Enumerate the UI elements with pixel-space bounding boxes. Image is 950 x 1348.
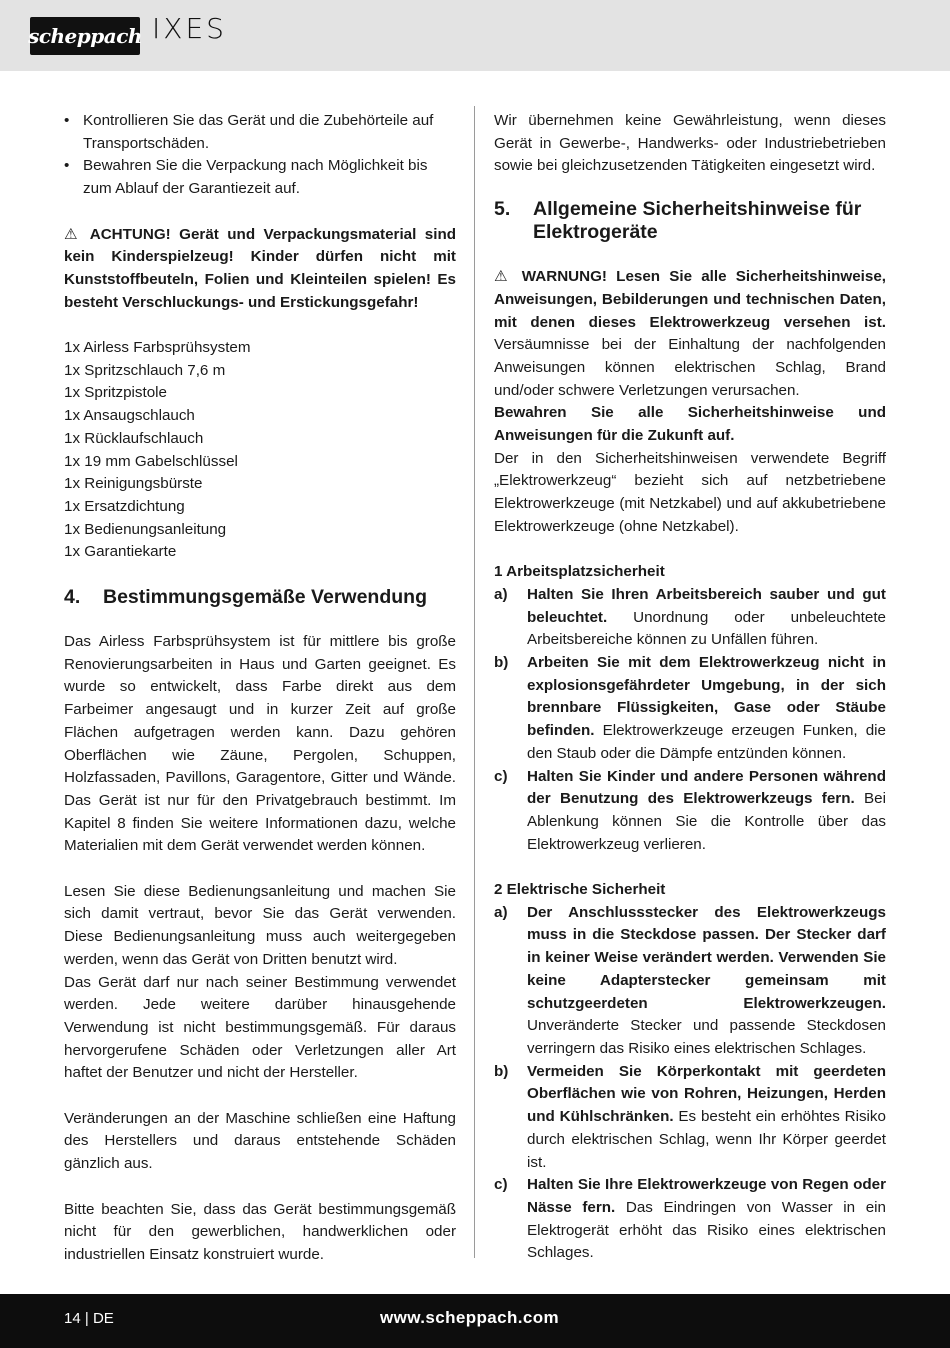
list-item: 1x Reinigungsbürste xyxy=(64,475,203,493)
list-item: c) Halten Sie Ihre Elektrowerkzeuge von Regen oder Nässe fern. Das Eindringen von Wasser in ein Elektrogerät erhöht das Risiko eines elektrischen Schlages. xyxy=(494,1176,886,1262)
section-4-heading: 4. Bestimmungsgemäße Verwendung xyxy=(64,586,427,609)
contents-list xyxy=(64,337,456,564)
list-item: a) Halten Sie Ihren Arbeitsbereich sauber und gut beleuchtet. Unordnung oder unbeleuchtete Arbeitsbereiche können zu Unfällen führen. xyxy=(494,585,886,649)
list-item: 1x Spritzpistole xyxy=(64,384,167,402)
list-item: 1x 19 mm Gabelschlüssel xyxy=(64,452,238,470)
paragraph: Bitte beachten Sie, dass das Gerät bestimmungsgemäß nicht für den gewerblichen, handwerklichen oder industriellen Einsatz konstruiert wurde. xyxy=(64,1200,456,1263)
warning-icon: ⚠ xyxy=(64,225,82,243)
list-item: 1x Garantiekarte xyxy=(64,543,177,561)
list-item: c) Halten Sie Kinder und andere Personen während der Benutzung des Elektrowerkzeugs fern. Bei Ablenkung können Sie die Kontrolle über das Elektrowerkzeug verlieren. xyxy=(494,767,886,853)
warning-paragraph: ⚠ WARNUNG! Lesen Sie alle Sicherheitshinweise, Anweisungen, Bebilderungen und technischen Daten, mit denen dieses Elektrowerkzeug versehen ist. Versäumnisse bei der Einhaltung der nachfolgenden Anweisungen können elektrischen Schlag, Brand und/oder schwere Verletzungen verursachen. xyxy=(494,268,886,399)
subsection-heading: 2 Elektrische Sicherheit xyxy=(494,881,666,899)
paragraph: Lesen Sie diese Bedienungsanleitung und machen Sie sich damit vertraut, bevor Sie das Gerät verwenden. Diese Bedienungsanleitung muss auch weitergegeben werden, wenn das Gerät von Dritten benutzt wird. xyxy=(64,882,456,968)
left-column xyxy=(64,110,456,1267)
list-item: 1x Spritzschlauch 7,6 m xyxy=(64,361,226,379)
list-item: b) Vermeiden Sie Körperkontakt mit geerdeten Oberflächen wie von Rohren, Heizungen, Herden und Kühlschränken. Es besteht ein erhöhtes Risiko durch elektrischen Schlag, wenn Ihr Körper geerdet ist. xyxy=(494,1062,886,1171)
list-item: 1x Bedienungsanleitung xyxy=(64,520,227,538)
list-item: 1x Airless Farbsprühsystem xyxy=(64,339,251,356)
website-link[interactable]: www.scheppach.com xyxy=(380,1308,560,1327)
subsection-heading: 1 Arbeitsplatzsicherheit xyxy=(494,563,665,581)
paragraph: Veränderungen an der Maschine schließen eine Haftung des Herstellers und daraus entstehende Schäden gänzlich aus. xyxy=(64,1109,456,1173)
section-5-heading: 5. Allgemeine Sicherheitshinweise für Elektrogeräte xyxy=(494,198,862,244)
paragraph: Das Airless Farbsprühsystem ist für mittlere bis große Renovierungsarbeiten in Haus und Garten geeignet. Es wurde so entwickelt, dass Farbe direkt aus dem Farbeimer angesaugt und in kurzer Zeit auf große Flächen aufgetragen werden kann. Dazu gehören Oberflächen wie Zäune, Pergolen, Schuppen, Holzfassaden, Pavillons, Garagentore, Gitter und Wände. Das Gerät ist nur für den Privatgebrauch bestimmt. Im Kapitel 8 finden Sie weitere Informationen dazu, welche Materialien mit dem Gerät verwendet werden können. xyxy=(64,633,456,855)
paragraph: Der in den Sicherheitshinweisen verwendete Begriff „Elektrowerkzeug“ bezieht sich auf netzbetriebene Elektrowerkzeuge (mit Netzkabel) und auf akkubetriebene Elektrowerkzeuge (ohne Netzkabel). xyxy=(494,449,886,535)
warning-paragraph: ⚠ ACHTUNG! Gerät und Verpackungsmaterial sind kein Kinderspielzeug! Kinder dürfen nicht mit Kunststoffbeuteln, Folien und Kleinteilen spielen! Es besteht Verschluckungs- und Erstickungsgefahr! xyxy=(64,225,457,311)
page-footer xyxy=(0,1294,950,1348)
list-item: 1x Rücklaufschlauch xyxy=(64,429,204,447)
right-column xyxy=(494,110,886,1265)
scheppach-logo: scheppach xyxy=(30,17,140,55)
list-item: a) Der Anschlussstecker des Elektrowerkzeugs muss in die Steckdose passen. Der Stecker darf in keiner Weise verändert werden. Verwenden Sie keine Adapterstecker gemeinsam mit schutzgeerdeten Elektrowerkzeugen. Unveränderte Stecker und passende Steckdosen verringern das Risiko eines elektrischen Schlages. xyxy=(494,903,886,1057)
paragraph: Wir übernehmen keine Gewährleistung, wenn dieses Gerät in Gewerbe-, Handwerks- oder Industriebetrieben sowie bei gleichzusetzenden Tätigkeiten eingesetzt wird. xyxy=(494,112,886,175)
paragraph: Bewahren Sie alle Sicherheitshinweise und Anweisungen für die Zukunft auf. xyxy=(494,404,886,445)
page-number: 14 | DE xyxy=(64,1310,114,1327)
page-header xyxy=(0,0,950,71)
list-item: • Kontrollieren Sie das Gerät und die Zubehörteile auf Transportschäden. xyxy=(64,112,434,152)
list-item: • Bewahren Sie die Verpackung nach Möglichkeit bis zum Ablauf der Garantiezeit auf. xyxy=(64,157,428,198)
warning-icon: ⚠ xyxy=(494,268,513,286)
list-item: b) Arbeiten Sie mit dem Elektrowerkzeug nicht in explosionsgefährdeter Umgebung, in der sich brennbare Flüssigkeiten, Gase oder Stäube befinden. Elektrowerkzeuge erzeugen Funken, die den Staub oder die Dämpfe entzünden können. xyxy=(494,654,886,762)
column-divider xyxy=(474,106,475,1258)
ixes-logo: IXES xyxy=(152,12,227,45)
paragraph: Das Gerät darf nur nach seiner Bestimmung verwendet werden. Jede weitere darüber hinausgehende Verwendung ist nicht bestimmungsgemäß. Für daraus hervorgerufene Schäden oder Verletzungen aller Art haftet der Benutzer und nicht der Hersteller. xyxy=(64,973,456,1082)
list-item: 1x Ersatzdichtung xyxy=(64,497,185,515)
list-item: 1x Ansaugschlauch xyxy=(64,407,195,425)
